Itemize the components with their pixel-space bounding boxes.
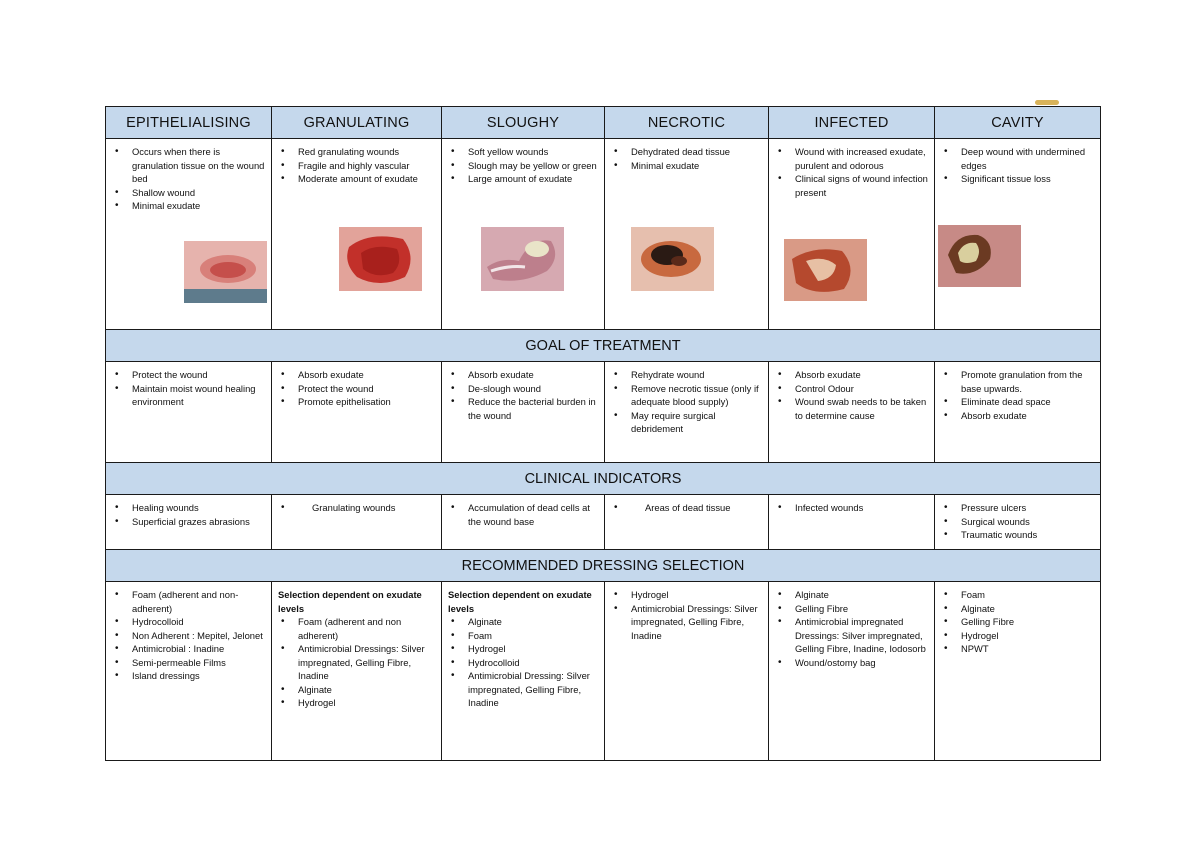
list-item: • Alginate xyxy=(941,602,1094,616)
dressing-band xyxy=(106,550,1101,582)
list-item: • Surgical wounds xyxy=(941,515,1094,529)
indicators-band xyxy=(106,463,1101,495)
list-item: • Control Odour xyxy=(775,382,928,396)
list-item: • May require surgical debridement xyxy=(611,409,762,436)
indicators-epithelialising xyxy=(106,495,272,550)
list-item: • Alginate xyxy=(448,615,598,629)
list-item: • Foam xyxy=(448,629,598,643)
list-item: • Semi-permeable Films xyxy=(112,656,265,670)
list-item: • Absorb exudate xyxy=(941,409,1094,423)
list-item: • Reduce the bacterial burden in the wound xyxy=(448,395,598,422)
list-item: • Hydrogel xyxy=(941,629,1094,643)
list-item: • Foam xyxy=(941,588,1094,602)
list-item: • Hydrogel xyxy=(448,642,598,656)
dressing-necrotic xyxy=(605,582,769,761)
list-item: • Antimicrobial Dressing: Silver impregnated, Gelling Fibre, Inadine xyxy=(448,669,598,710)
header-sloughy: SLOUGHY xyxy=(442,107,605,139)
list-item: • Foam (adherent and non-adherent) xyxy=(112,588,265,615)
description-epithelialising xyxy=(106,139,272,330)
list-item: • Shallow wound xyxy=(112,186,265,200)
header-epithelialising: EPITHELIALISING xyxy=(106,107,272,139)
list-item: • Granulating wounds xyxy=(278,501,435,515)
list-item: • Antimicrobial : Inadine xyxy=(112,642,265,656)
list-item: • De-slough wound xyxy=(448,382,598,396)
list-item: • Maintain moist wound healing environment xyxy=(112,382,265,409)
list-item: • Dehydrated dead tissue xyxy=(611,145,762,159)
goal-necrotic xyxy=(605,362,769,463)
list-item: • Minimal exudate xyxy=(112,199,265,213)
sloughy-wound-photo xyxy=(481,227,564,291)
granulating-wound-photo xyxy=(339,227,422,291)
goal-granulating xyxy=(272,362,442,463)
description-row xyxy=(106,139,1101,330)
list-item: • Absorb exudate xyxy=(448,368,598,382)
indicators-cavity xyxy=(935,495,1101,550)
cavity-wound-photo xyxy=(938,225,1021,287)
description-cavity xyxy=(935,139,1101,330)
dressing-intro: Selection dependent on exudate levels xyxy=(448,589,592,614)
goal-cavity xyxy=(935,362,1101,463)
list-item: • Slough may be yellow or green xyxy=(448,159,598,173)
list-item: • Protect the wound xyxy=(278,382,435,396)
indicators-sloughy xyxy=(442,495,605,550)
list-item: • Minimal exudate xyxy=(611,159,762,173)
list-item: • Wound/ostomy bag xyxy=(775,656,928,670)
list-item: • Wound with increased exudate, purulent and odorous xyxy=(775,145,928,172)
dressing-cavity xyxy=(935,582,1101,761)
list-item: • Pressure ulcers xyxy=(941,501,1094,515)
list-item: • Hydrogel xyxy=(278,696,435,710)
dressing-granulating xyxy=(272,582,442,761)
list-item: • Antimicrobial Dressings: Silver impregnated, Gelling Fibre, Inadine xyxy=(611,602,762,643)
section-title-dressing: RECOMMENDED DRESSING SELECTION xyxy=(106,550,1101,582)
description-sloughy xyxy=(442,139,605,330)
goal-sloughy xyxy=(442,362,605,463)
list-item: • Large amount of exudate xyxy=(448,172,598,186)
goal-epithelialising xyxy=(106,362,272,463)
header-infected: INFECTED xyxy=(769,107,935,139)
list-item: • Significant tissue loss xyxy=(941,172,1094,186)
list-item: • Antimicrobial impregnated Dressings: Silver impregnated, Gelling Fibre, Inadine, Iodosorb xyxy=(775,615,928,656)
list-item: • Hydrocolloid xyxy=(448,656,598,670)
list-item: • Infected wounds xyxy=(775,501,928,515)
wound-type-header-row xyxy=(106,107,1101,139)
list-item: • Absorb exudate xyxy=(775,368,928,382)
list-item: • Clinical signs of wound infection present xyxy=(775,172,928,199)
list-item: • Traumatic wounds xyxy=(941,528,1094,542)
wound-dressing-chart xyxy=(105,106,1101,761)
dressing-row xyxy=(106,582,1101,761)
goal-row xyxy=(106,362,1101,463)
list-item: • Moderate amount of exudate xyxy=(278,172,435,186)
list-item: • Areas of dead tissue xyxy=(611,501,762,515)
list-item: • Alginate xyxy=(278,683,435,697)
necrotic-wound-photo xyxy=(631,227,714,291)
section-title-goal: GOAL OF TREATMENT xyxy=(106,330,1101,362)
epithelialising-wound-photo xyxy=(184,241,267,303)
indicators-infected xyxy=(769,495,935,550)
dressing-sloughy xyxy=(442,582,605,761)
list-item: • Deep wound with undermined edges xyxy=(941,145,1094,172)
list-item: • Promote granulation from the base upwards. xyxy=(941,368,1094,395)
dressing-epithelialising xyxy=(106,582,272,761)
list-item: • Island dressings xyxy=(112,669,265,683)
decorative-mark xyxy=(1035,100,1059,105)
description-necrotic xyxy=(605,139,769,330)
indicators-row xyxy=(106,495,1101,550)
header-cavity: CAVITY xyxy=(935,107,1101,139)
list-item: • Gelling Fibre xyxy=(775,602,928,616)
list-item: • Wound swab needs to be taken to determine cause xyxy=(775,395,928,422)
list-item: • Promote epithelisation xyxy=(278,395,435,409)
goal-infected xyxy=(769,362,935,463)
section-title-indicators: CLINICAL INDICATORS xyxy=(106,463,1101,495)
list-item: • Absorb exudate xyxy=(278,368,435,382)
description-infected xyxy=(769,139,935,330)
list-item: • NPWT xyxy=(941,642,1094,656)
list-item: • Red granulating wounds xyxy=(278,145,435,159)
list-item: • Hydrocolloid xyxy=(112,615,265,629)
list-item: • Hydrogel xyxy=(611,588,762,602)
dressing-infected xyxy=(769,582,935,761)
indicators-granulating xyxy=(272,495,442,550)
list-item: • Antimicrobial Dressings: Silver impregnated, Gelling Fibre, Inadine xyxy=(278,642,435,683)
dressing-intro: Selection dependent on exudate levels xyxy=(278,589,422,614)
list-item: • Accumulation of dead cells at the wound base xyxy=(448,501,598,528)
list-item: • Rehydrate wound xyxy=(611,368,762,382)
list-item: • Gelling Fibre xyxy=(941,615,1094,629)
list-item: • Protect the wound xyxy=(112,368,265,382)
list-item: • Remove necrotic tissue (only if adequate blood supply) xyxy=(611,382,762,409)
list-item: • Non Adherent : Mepitel, Jelonet xyxy=(112,629,265,643)
list-item: • Fragile and highly vascular xyxy=(278,159,435,173)
list-item: • Soft yellow wounds xyxy=(448,145,598,159)
list-item: • Superficial grazes abrasions xyxy=(112,515,265,529)
list-item: • Healing wounds xyxy=(112,501,265,515)
description-granulating xyxy=(272,139,442,330)
list-item: • Foam (adherent and non adherent) xyxy=(278,615,435,642)
list-item: • Alginate xyxy=(775,588,928,602)
goal-band xyxy=(106,330,1101,362)
header-granulating: GRANULATING xyxy=(272,107,442,139)
list-item: • Eliminate dead space xyxy=(941,395,1094,409)
infected-wound-photo xyxy=(784,239,867,301)
indicators-necrotic xyxy=(605,495,769,550)
list-item: • Occurs when there is granulation tissue on the wound bed xyxy=(112,145,265,186)
header-necrotic: NECROTIC xyxy=(605,107,769,139)
